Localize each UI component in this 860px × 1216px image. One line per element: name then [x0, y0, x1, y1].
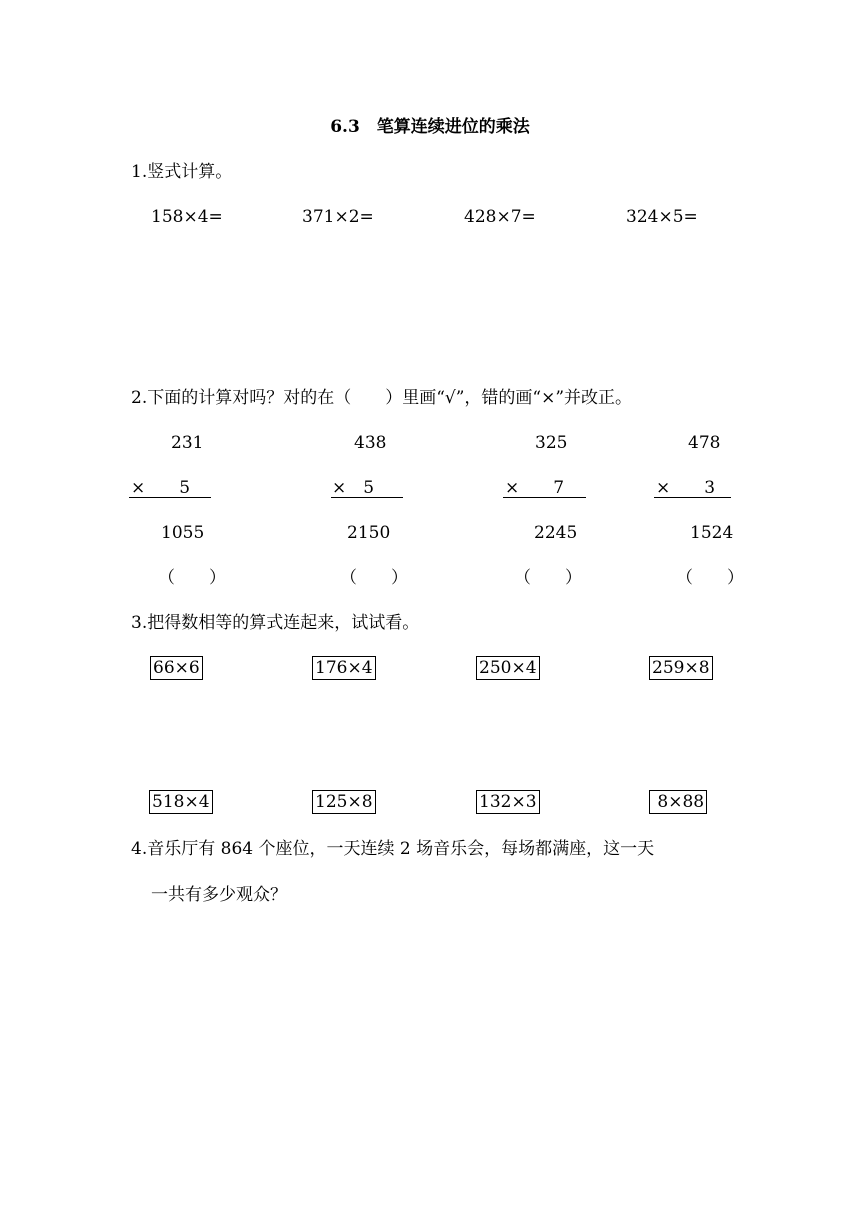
q2-result: 1055 [161, 523, 205, 543]
q2-underline [129, 497, 211, 498]
q3-expression-box[interactable]: 66×6 [150, 656, 203, 680]
q2-answer-paren: （ ） [158, 568, 226, 588]
q2-underline [654, 497, 731, 498]
q2-operator-row: × 5 [131, 478, 191, 498]
q4-line-2: 一共有多少观众？ [151, 885, 287, 905]
q3-expression-box[interactable]: 8×88 [649, 790, 707, 814]
q2-operator-row: × 3 [656, 478, 716, 498]
q3-expression-box[interactable]: 259×8 [649, 656, 713, 680]
q2-underline [331, 497, 403, 498]
q3-expression-box[interactable]: 250×4 [476, 656, 540, 680]
page-title: 6.3 笔算连续进位的乘法 [330, 117, 530, 137]
q2-answer-paren: （ ） [676, 568, 744, 588]
q2-result: 2245 [534, 523, 578, 543]
q2-result: 2150 [347, 523, 391, 543]
q2-top-number: 231 [171, 433, 204, 453]
q1-item: 158×4= [151, 207, 223, 227]
q2-operator-row: × 7 [505, 478, 565, 498]
q1-item: 324×5= [626, 207, 698, 227]
q1-heading: 1.竖式计算。 [131, 162, 233, 182]
q4-line-1: 4.音乐厅有 864 个座位，一天连续 2 场音乐会，每场都满座，这一天 [131, 839, 655, 859]
q2-top-number: 478 [688, 433, 721, 453]
q3-expression-box[interactable]: 518×4 [149, 790, 213, 814]
q3-expression-box[interactable]: 176×4 [312, 656, 376, 680]
q2-underline [503, 497, 586, 498]
q2-operator-row: × 5 [332, 478, 375, 498]
q2-result: 1524 [690, 523, 734, 543]
q2-answer-paren: （ ） [514, 568, 582, 588]
q2-heading: 2.下面的计算对吗？对的在（ ）里画“√”，错的画“×”并改正。 [131, 388, 633, 408]
q2-top-number: 325 [535, 433, 568, 453]
q3-expression-box[interactable]: 132×3 [476, 790, 540, 814]
q1-item: 428×7= [464, 207, 536, 227]
q1-item: 371×2= [302, 207, 374, 227]
q2-answer-paren: （ ） [340, 568, 408, 588]
q3-expression-box[interactable]: 125×8 [312, 790, 376, 814]
q3-heading: 3.把得数相等的算式连起来，试试看。 [131, 613, 420, 633]
q2-top-number: 438 [354, 433, 387, 453]
